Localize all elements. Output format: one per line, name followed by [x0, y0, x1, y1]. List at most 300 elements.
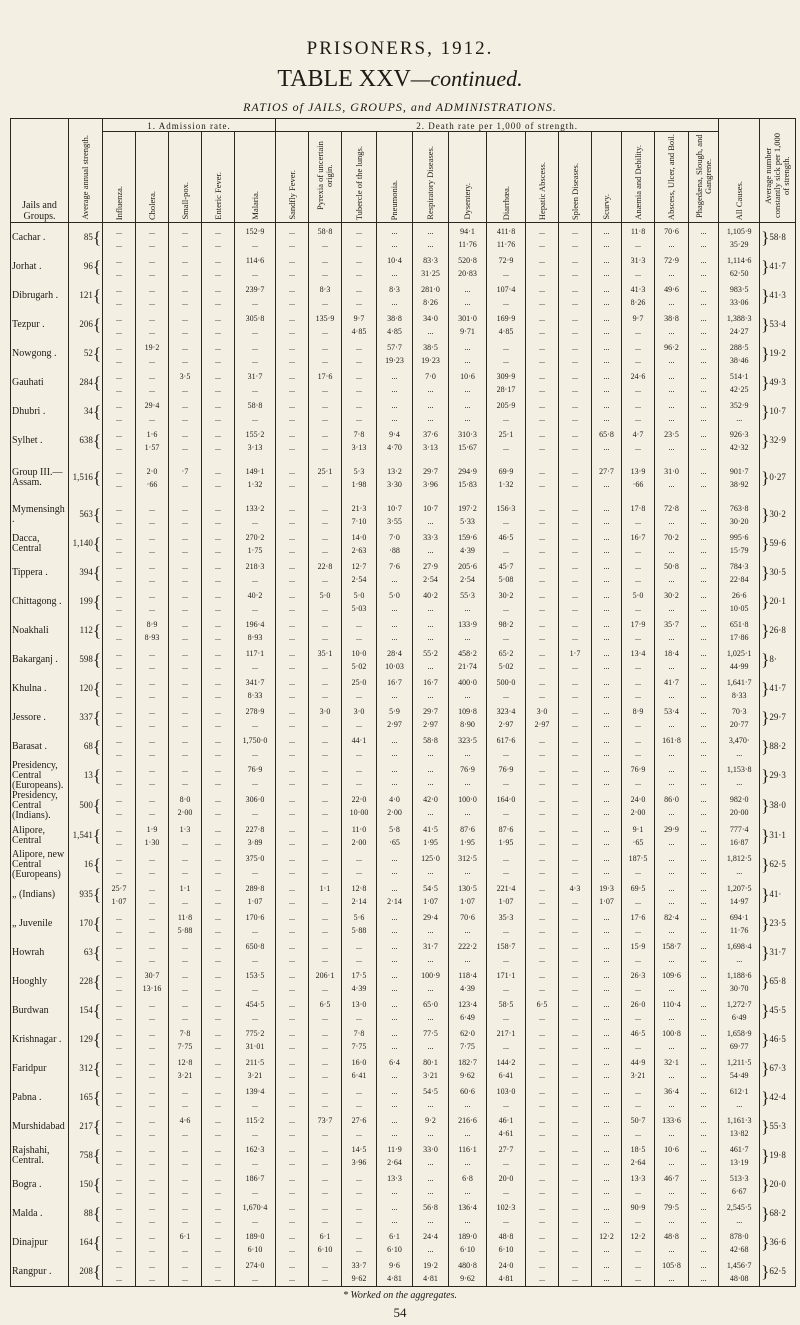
- rate-cell: [342, 1083, 377, 1112]
- admission-value: 5·3: [353, 466, 365, 476]
- death-value: ...: [464, 690, 471, 700]
- death-value: ...: [603, 1215, 610, 1225]
- rate-cell: [202, 732, 235, 761]
- rate-cell: [449, 880, 487, 909]
- admission-value: 17·8: [630, 503, 646, 513]
- admission-value: ...: [572, 313, 579, 323]
- rate-cell: [413, 368, 449, 397]
- death-value: ...: [149, 1244, 155, 1254]
- rate-cell: [136, 1112, 169, 1141]
- rate-cell: [592, 281, 622, 310]
- rate-cell: [309, 616, 342, 645]
- admission-value: ...: [539, 313, 546, 323]
- avg-sick-value: 30·5: [769, 566, 786, 577]
- jail-name: Dacca, Central: [11, 529, 69, 558]
- rate-cell: [622, 967, 655, 996]
- rate-cell: [377, 397, 413, 426]
- death-value: 4·61: [498, 1128, 514, 1138]
- all-causes-cell: [719, 463, 760, 492]
- death-value: ...: [182, 867, 188, 876]
- avg-strength-value: 34: [83, 405, 93, 416]
- rate-cell: [487, 529, 526, 558]
- death-value: ...: [116, 545, 122, 555]
- rate-cell: [689, 397, 719, 426]
- table-row: [11, 1141, 796, 1170]
- rate-cell: [655, 223, 689, 253]
- admission-value: ...: [116, 765, 122, 774]
- avg-sick-cell: [760, 463, 796, 492]
- admission-value: 18·5: [630, 1144, 646, 1154]
- rate-cell: [622, 909, 655, 938]
- admission-value: 186·7: [245, 1173, 265, 1183]
- rate-cell: [377, 761, 413, 791]
- death-value: ...: [391, 603, 398, 613]
- rate-cell: [377, 1228, 413, 1257]
- avg-sick-value: 68·2: [769, 1207, 786, 1218]
- avg-sick-value: 29·3: [769, 770, 786, 781]
- admission-value: ...: [572, 970, 579, 980]
- death-value: 1·32: [247, 479, 263, 489]
- rate-cell: [655, 791, 689, 821]
- admission-value: ...: [149, 1144, 155, 1154]
- death-value: ...: [572, 748, 579, 758]
- avg-sick-value: 31·7: [769, 946, 786, 957]
- death-value: ...: [356, 1128, 363, 1138]
- disease-header-row: [11, 132, 796, 223]
- admission-value: 26·6: [731, 590, 747, 600]
- rate-cell: [202, 426, 235, 455]
- death-value: ...: [252, 326, 258, 336]
- rate-cell: [136, 1054, 169, 1083]
- rate-cell: [377, 587, 413, 616]
- avg-sick-cell: [760, 281, 796, 310]
- rate-cell: [136, 368, 169, 397]
- rate-cell: [235, 397, 276, 426]
- admission-value: ...: [539, 284, 546, 294]
- rate-cell: [202, 463, 235, 492]
- death-value: ...: [700, 1099, 707, 1109]
- death-value: ...: [356, 384, 363, 394]
- avg-sick-value: 67·3: [769, 1062, 786, 1073]
- rate-cell: [276, 1199, 309, 1228]
- death-value: ...: [635, 545, 642, 555]
- admission-value: 10·7: [387, 503, 402, 513]
- rate-cell: [309, 310, 342, 339]
- rate-cell: [622, 1025, 655, 1054]
- death-value: ...: [116, 837, 122, 847]
- rate-cell: [235, 1170, 276, 1199]
- admission-value: 650·8: [245, 941, 265, 951]
- death-value: 3·55: [387, 516, 402, 526]
- admission-value: 82·4: [664, 912, 679, 922]
- death-value: ...: [322, 661, 329, 671]
- rate-cell: [689, 791, 719, 821]
- rate-cell: [592, 674, 622, 703]
- admission-value: 8·3: [389, 284, 400, 294]
- death-value: ...: [539, 1157, 546, 1167]
- admission-value: 70·2: [664, 532, 679, 542]
- death-value: 4·81: [387, 1273, 402, 1283]
- death-value: ...: [215, 1215, 221, 1225]
- death-value: ...: [322, 867, 329, 876]
- death-value: ...: [182, 690, 188, 700]
- death-value: ...: [572, 778, 579, 787]
- admission-value: 375·0: [245, 854, 265, 863]
- rate-cell: [202, 938, 235, 967]
- death-value: 5·08: [498, 574, 514, 584]
- rate-cell: [449, 761, 487, 791]
- admission-value: 72·8: [664, 503, 679, 513]
- admission-value: ...: [539, 970, 546, 980]
- rate-cell: [309, 426, 342, 455]
- death-value: ...: [539, 574, 546, 584]
- rate-cell: [413, 909, 449, 938]
- death-value: ...: [215, 778, 221, 787]
- admission-value: 5·8: [389, 824, 400, 834]
- rate-cell: [202, 1054, 235, 1083]
- admission-value: 29·7: [423, 706, 438, 716]
- admission-value: ...: [356, 619, 363, 629]
- jail-name: Khulna .: [11, 674, 69, 703]
- rate-cell: [377, 880, 413, 909]
- death-value: ...: [539, 778, 546, 787]
- death-value: ...: [289, 954, 296, 964]
- avg-sick-cell: [760, 967, 796, 996]
- all-causes-cell: [719, 529, 760, 558]
- admission-value: 305·8: [245, 313, 265, 323]
- death-value: ...: [635, 603, 642, 613]
- death-value: 2·64: [630, 1157, 646, 1167]
- admission-value: 217·1: [496, 1028, 516, 1038]
- death-value: ...: [603, 413, 610, 423]
- rate-cell: [136, 850, 169, 880]
- admission-value: ...: [572, 255, 579, 265]
- brace-icon: }: [761, 971, 770, 991]
- death-value: ...: [322, 690, 329, 700]
- death-value: ...: [700, 384, 707, 394]
- rate-cell: [377, 1112, 413, 1141]
- rate-cell: [136, 500, 169, 529]
- spacer-cell: [487, 492, 526, 500]
- rate-cell: [559, 996, 592, 1025]
- rate-cell: [309, 1112, 342, 1141]
- rate-cell: [136, 674, 169, 703]
- rate-cell: [103, 281, 136, 310]
- rate-cell: [377, 1025, 413, 1054]
- admission-value: 115·2: [245, 1115, 265, 1125]
- rate-cell: [235, 732, 276, 761]
- disease-header: Spleen Diseases.: [559, 132, 592, 223]
- death-value: ...: [572, 1128, 579, 1138]
- admission-value: ...: [149, 999, 155, 1009]
- admission-value: 1,698·4: [726, 941, 752, 951]
- death-value: ...: [289, 1128, 296, 1138]
- death-value: 69·77: [729, 1041, 749, 1051]
- brace-icon: }: [761, 884, 770, 904]
- admission-value: 1,658·9: [726, 1028, 752, 1038]
- rate-cell: [309, 674, 342, 703]
- death-value: ...: [503, 1041, 510, 1051]
- rate-cell: [377, 1257, 413, 1287]
- death-value: ...: [700, 1128, 707, 1138]
- admission-value: ...: [215, 941, 221, 951]
- admission-value: ...: [700, 619, 707, 629]
- admission-value: 14·5: [351, 1144, 367, 1154]
- rate-cell: [559, 761, 592, 791]
- spacer-cell: [526, 455, 559, 463]
- death-value: ...: [539, 297, 546, 307]
- rate-cell: [689, 1170, 719, 1199]
- rate-cell: [309, 967, 342, 996]
- rate-cell: [622, 938, 655, 967]
- rate-cell: [689, 587, 719, 616]
- admission-value: ...: [700, 912, 707, 922]
- admission-value: ...: [289, 735, 296, 745]
- admission-value: ...: [391, 1202, 398, 1212]
- spacer-cell: [169, 492, 202, 500]
- rate-cell: [526, 703, 559, 732]
- rate-cell: [487, 223, 526, 253]
- death-value: ...: [539, 1128, 546, 1138]
- table-row: [11, 397, 796, 426]
- death-value: 42·32: [729, 442, 749, 452]
- admission-value: 100·8: [662, 1028, 681, 1038]
- all-causes-cell: [719, 252, 760, 281]
- rate-cell: [689, 1228, 719, 1257]
- disease-header: Dysentery.: [449, 132, 487, 223]
- rate-cell: [689, 674, 719, 703]
- death-value: ...: [736, 778, 743, 787]
- death-value: ...: [149, 268, 155, 278]
- spacer-cell: [559, 492, 592, 500]
- death-value: ...: [700, 1273, 707, 1283]
- death-value: ...: [252, 925, 258, 935]
- spacer-cell: [169, 455, 202, 463]
- rate-cell: [487, 938, 526, 967]
- avg-strength-value: 129: [79, 1033, 93, 1044]
- jail-name: Barasat .: [11, 732, 69, 761]
- rate-cell: [342, 1025, 377, 1054]
- admission-value: ...: [149, 912, 155, 922]
- death-value: ...: [427, 603, 434, 613]
- admission-value: ...: [149, 1057, 155, 1067]
- death-value: ...: [182, 1099, 188, 1109]
- spacer-cell: [559, 455, 592, 463]
- death-value: 1·32: [498, 479, 514, 489]
- avg-strength-value: 164: [79, 1236, 93, 1247]
- disease-header: Hepatic Abscess.: [526, 132, 559, 223]
- death-value: ...: [668, 778, 675, 787]
- rate-cell: [526, 1228, 559, 1257]
- rate-cell: [689, 500, 719, 529]
- death-value: ...: [503, 413, 510, 423]
- rate-cell: [449, 223, 487, 253]
- death-value: ...: [539, 545, 546, 555]
- avg-strength-cell: [69, 674, 103, 703]
- death-value: ...: [215, 1186, 221, 1196]
- admission-value: ...: [116, 735, 122, 745]
- rate-cell: [276, 223, 309, 253]
- rate-cell: [655, 674, 689, 703]
- rate-cell: [103, 703, 136, 732]
- admission-value: ...: [149, 503, 155, 513]
- avg-strength-cell: [69, 463, 103, 492]
- death-value: 10·03: [385, 661, 404, 671]
- admission-value: 76·9: [630, 765, 646, 774]
- rate-cell: [276, 674, 309, 703]
- death-value: ...: [572, 297, 579, 307]
- rate-cell: [309, 1228, 342, 1257]
- admission-value: 777·4: [729, 824, 749, 834]
- rate-cell: [276, 1025, 309, 1054]
- rate-cell: [622, 996, 655, 1025]
- rate-cell: [202, 996, 235, 1025]
- death-rate-header: 2. Death rate per 1,000 of strength.: [276, 119, 719, 132]
- rate-cell: [559, 310, 592, 339]
- death-value: 9·62: [351, 1273, 367, 1283]
- rate-cell: [413, 529, 449, 558]
- death-value: 30·20: [729, 516, 749, 526]
- death-value: ...: [464, 1099, 471, 1109]
- admission-value: ...: [603, 1057, 610, 1067]
- rate-cell: [103, 938, 136, 967]
- admission-value: 301·0: [458, 313, 477, 323]
- all-causes-cell: [719, 558, 760, 587]
- admission-value: ...: [322, 1144, 329, 1154]
- brace-icon: {: [92, 1029, 101, 1049]
- brace-icon: }: [761, 343, 770, 363]
- admission-value: 49·6: [664, 284, 679, 294]
- admission-value: 105·8: [662, 1260, 681, 1270]
- death-value: ...: [603, 954, 610, 964]
- avg-sick-cell: [760, 1054, 796, 1083]
- rate-cell: [377, 967, 413, 996]
- avg-strength-cell: [69, 368, 103, 397]
- avg-sick-cell: [760, 880, 796, 909]
- admission-value: 1·6: [146, 429, 158, 439]
- death-value: 35·29: [729, 239, 749, 249]
- rate-cell: [202, 674, 235, 703]
- rate-cell: [103, 645, 136, 674]
- rate-cell: [276, 967, 309, 996]
- avg-strength-value: 758: [79, 1149, 93, 1160]
- admission-value: 65·8: [599, 429, 614, 439]
- death-value: ...: [427, 1186, 434, 1196]
- admission-value: 40·2: [423, 590, 438, 600]
- rate-cell: [655, 909, 689, 938]
- rate-cell: [655, 1170, 689, 1199]
- rate-cell: [235, 674, 276, 703]
- admission-value: 1,153·8: [726, 765, 752, 774]
- avg-strength-value: 1,516: [72, 471, 93, 482]
- rate-cell: [377, 310, 413, 339]
- admission-value: ...: [182, 532, 188, 542]
- rate-cell: [377, 938, 413, 967]
- rate-cell: [559, 558, 592, 587]
- rate-cell: [309, 397, 342, 426]
- death-value: ...: [539, 355, 546, 365]
- death-value: ...: [539, 1012, 546, 1022]
- avg-strength-cell: [69, 558, 103, 587]
- admission-value: ...: [572, 503, 579, 513]
- admission-value: ...: [603, 284, 610, 294]
- admission-value: 79·5: [664, 1202, 679, 1212]
- admission-value: 149·1: [245, 466, 265, 476]
- rate-cell: [103, 1170, 136, 1199]
- death-value: ...: [700, 442, 707, 452]
- rate-cell: [309, 368, 342, 397]
- rate-cell: [136, 996, 169, 1025]
- rate-cell: [689, 223, 719, 253]
- rate-cell: [413, 558, 449, 587]
- rate-cell: [413, 397, 449, 426]
- admission-value: 15·9: [630, 941, 646, 951]
- admission-value: 164·0: [496, 795, 516, 804]
- brace-icon: {: [92, 1145, 101, 1165]
- death-value: ...: [322, 413, 329, 423]
- admission-value: 24·6: [630, 371, 646, 381]
- rate-cell: [526, 281, 559, 310]
- admission-value: ...: [391, 400, 398, 410]
- rate-cell: [413, 616, 449, 645]
- admission-value: 38·5: [423, 342, 438, 352]
- brace-icon: }: [761, 372, 770, 392]
- brace-icon: {: [92, 855, 101, 874]
- rate-cell: [655, 732, 689, 761]
- admission-value: 41·7: [664, 677, 679, 687]
- rate-cell: [342, 791, 377, 821]
- admission-value: ...: [289, 677, 296, 687]
- rate-cell: [592, 996, 622, 1025]
- rate-cell: [559, 674, 592, 703]
- spacer-cell: [719, 455, 760, 463]
- death-value: ...: [391, 983, 398, 993]
- admission-value: ...: [149, 1173, 155, 1183]
- death-value: ...: [503, 268, 510, 278]
- spacer-cell: [202, 455, 235, 463]
- death-value: ...: [182, 413, 188, 423]
- brace-icon: {: [92, 796, 101, 815]
- brace-icon: {: [92, 649, 101, 669]
- death-value: ...: [182, 837, 188, 847]
- death-value: ...: [182, 661, 188, 671]
- death-value: ...: [149, 574, 155, 584]
- rate-cell: [622, 368, 655, 397]
- death-value: 9·71: [460, 326, 475, 336]
- rate-cell: [342, 732, 377, 761]
- death-value: 2·14: [351, 896, 367, 906]
- death-value: ...: [215, 925, 221, 935]
- admission-value: ...: [700, 590, 707, 600]
- avg-strength-cell: [69, 1228, 103, 1257]
- rate-cell: [689, 761, 719, 791]
- avg-strength-value: 96: [83, 260, 93, 271]
- brace-icon: {: [92, 825, 101, 845]
- death-value: ...: [252, 1186, 258, 1196]
- rate-cell: [235, 1141, 276, 1170]
- rate-cell: [655, 703, 689, 732]
- death-value: ...: [603, 574, 610, 584]
- avg-strength-header: Average annual strength.: [69, 119, 103, 223]
- death-value: ...: [539, 239, 546, 249]
- rate-cell: [103, 1228, 136, 1257]
- admission-value: 58·8: [423, 735, 438, 745]
- admission-value: 70·6: [664, 226, 679, 236]
- rate-cell: [309, 1025, 342, 1054]
- death-value: ·65: [632, 837, 644, 847]
- rate-cell: [622, 1199, 655, 1228]
- admission-value: ...: [116, 284, 122, 294]
